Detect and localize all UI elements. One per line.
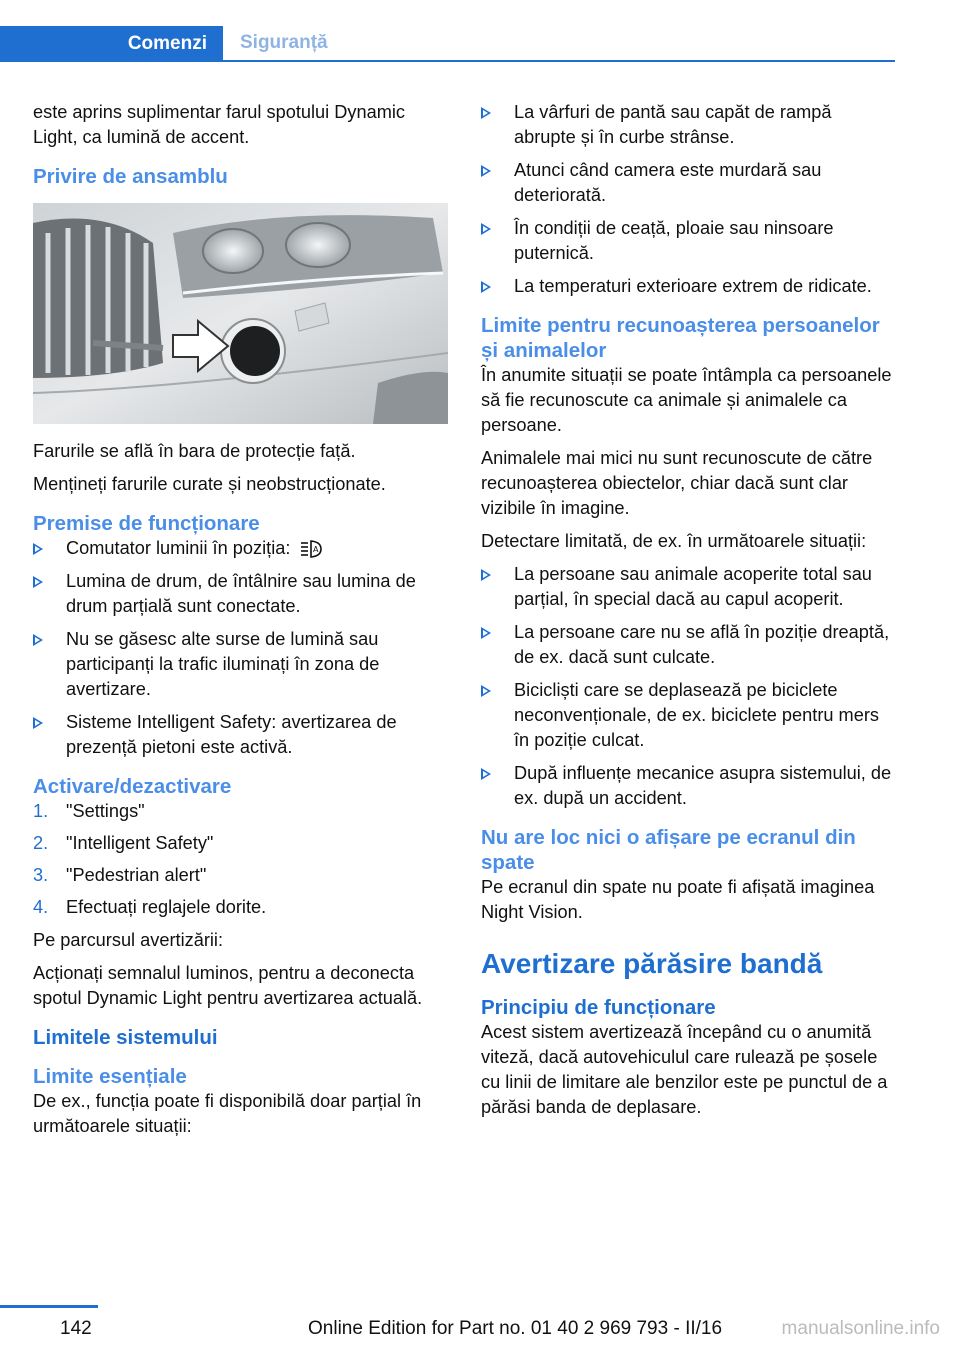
recognition-paragraph-2: Animalele mai mici nu sunt recunoscute de către recunoașterea obiectelor, chiar dacă sunt clar vizibile în imagine. — [481, 448, 873, 518]
prereq-list — [33, 536, 448, 760]
list-item: După influențe mecanice asupra sistemului, de ex. după un accident. — [481, 761, 897, 811]
triangle-bullet-icon — [481, 223, 491, 235]
principle-text: Acest sistem avertizează începând cu o anumită viteză, dacă autovehiculul care rulează pe șosele cu linii de limitare ale benzilor este pe punctul de a părăsi banda de deplasare. — [481, 1022, 888, 1117]
recognition-heading: Limite pentru recunoașterea persoanelor și animalelor — [481, 314, 880, 362]
figure-caption-1: Farurile se află în bara de protecție față. — [33, 441, 356, 461]
headlight-figure — [33, 203, 448, 424]
light-switch-auto-icon — [299, 538, 327, 560]
triangle-bullet-icon — [481, 569, 491, 581]
edition-text: Online Edition for Part no. 01 40 2 969 793 - II/16 — [308, 1318, 723, 1339]
page-number: 142 — [60, 1318, 92, 1339]
left-column — [33, 100, 448, 1147]
triangle-bullet-icon — [481, 165, 491, 177]
list-item: În condiții de ceață, ploaie sau ninsoare puternică. — [481, 216, 897, 266]
triangle-bullet-icon — [33, 634, 43, 646]
list-item: 2. "Intelligent Safety" — [33, 833, 214, 853]
prereq-heading: Premise de funcționare — [33, 512, 260, 535]
list-item: Bicicliști care se deplasează pe biciclete neconvenționale, de ex. biciclete pentru mers în poziție culcat. — [481, 678, 897, 753]
situations-list — [481, 100, 897, 299]
display-text: Pe ecranul din spate nu poate fi afișată imaginea Night Vision. — [481, 877, 875, 922]
lane-departure-heading: Avertizare părăsire bandă — [481, 948, 823, 979]
figure-caption-2: Mențineți farurile curate și neobstrucționate. — [33, 474, 386, 494]
intro-paragraph: este aprins suplimentar farul spotului Dynamic Light, ca lumină de accent. — [33, 102, 406, 147]
display-heading: Nu are loc nici o afișare pe ecranul din spate — [481, 826, 856, 874]
list-item: 4. Efectuați reglajele dorite. — [33, 897, 267, 917]
header-rule — [0, 60, 895, 62]
list-item: Nu se găsesc alte surse de lumină sau participanți la trafic iluminați în zona de avertizare. — [33, 627, 448, 702]
tab-comenzi[interactable]: Comenzi — [0, 26, 223, 62]
list-item: La persoane care nu se află în poziție dreaptă, de ex. dacă sunt culcate. — [481, 620, 897, 670]
list-item: La vârfuri de pantă sau capăt de rampă abrupte și în curbe strânse. — [481, 100, 897, 150]
triangle-bullet-icon — [481, 281, 491, 293]
triangle-bullet-icon — [481, 768, 491, 780]
essential-text: De ex., funcția poate fi disponibilă doar parțial în următoarele situații: — [33, 1091, 422, 1136]
triangle-bullet-icon — [481, 107, 491, 119]
header-tabs — [0, 26, 895, 62]
principle-heading: Principiu de funcționare — [481, 996, 716, 1019]
svg-text:A: A — [313, 545, 319, 555]
triangle-bullet-icon — [33, 543, 43, 555]
list-item: Comutator luminii în poziția: A — [33, 536, 448, 561]
activate-heading: Activare/dezactivare — [33, 775, 232, 798]
footer-rule — [0, 1305, 98, 1308]
triangle-bullet-icon — [481, 685, 491, 697]
steps-list — [33, 799, 448, 920]
triangle-bullet-icon — [33, 576, 43, 588]
overview-heading: Privire de ansamblu — [33, 165, 228, 188]
list-item: Atunci când camera este murdară sau deteriorată. — [481, 158, 897, 208]
list-item: Sisteme Intelligent Safety: avertizarea de prezență pietoni este activă. — [33, 710, 448, 760]
right-column — [481, 100, 897, 1128]
action-text: Acționați semnalul luminos, pentru a deconecta spotul Dynamic Light pentru avertizarea actuală. — [33, 963, 423, 1008]
list-item: La persoane sau animale acoperite total sau parțial, în special dacă au capul acoperit. — [481, 562, 897, 612]
list-item: 3. "Pedestrian alert" — [33, 865, 207, 885]
recognition-paragraph-3: Detectare limitată, de ex. în următoarele situații: — [481, 531, 867, 551]
list-item: La temperaturi exterioare extrem de ridicate. — [481, 274, 897, 299]
limits-heading: Limitele sistemului — [33, 1026, 218, 1049]
recognition-paragraph-1: În anumite situații se poate întâmpla ca persoanele să fie recunoscute ca animale și animalele ca persoane. — [481, 365, 892, 435]
recognition-list — [481, 562, 897, 811]
triangle-bullet-icon — [33, 717, 43, 729]
triangle-bullet-icon — [481, 627, 491, 639]
list-item: 1. "Settings" — [33, 801, 145, 821]
list-item: Lumina de drum, de întâlnire sau lumina de drum parțială sunt conectate. — [33, 569, 448, 619]
tab-siguranta[interactable]: Siguranță — [240, 32, 328, 53]
essential-heading: Limite esențiale — [33, 1065, 187, 1088]
watermark: manualsonline.info — [781, 1318, 940, 1339]
during-warning-text: Pe parcursul avertizării: — [33, 930, 224, 950]
